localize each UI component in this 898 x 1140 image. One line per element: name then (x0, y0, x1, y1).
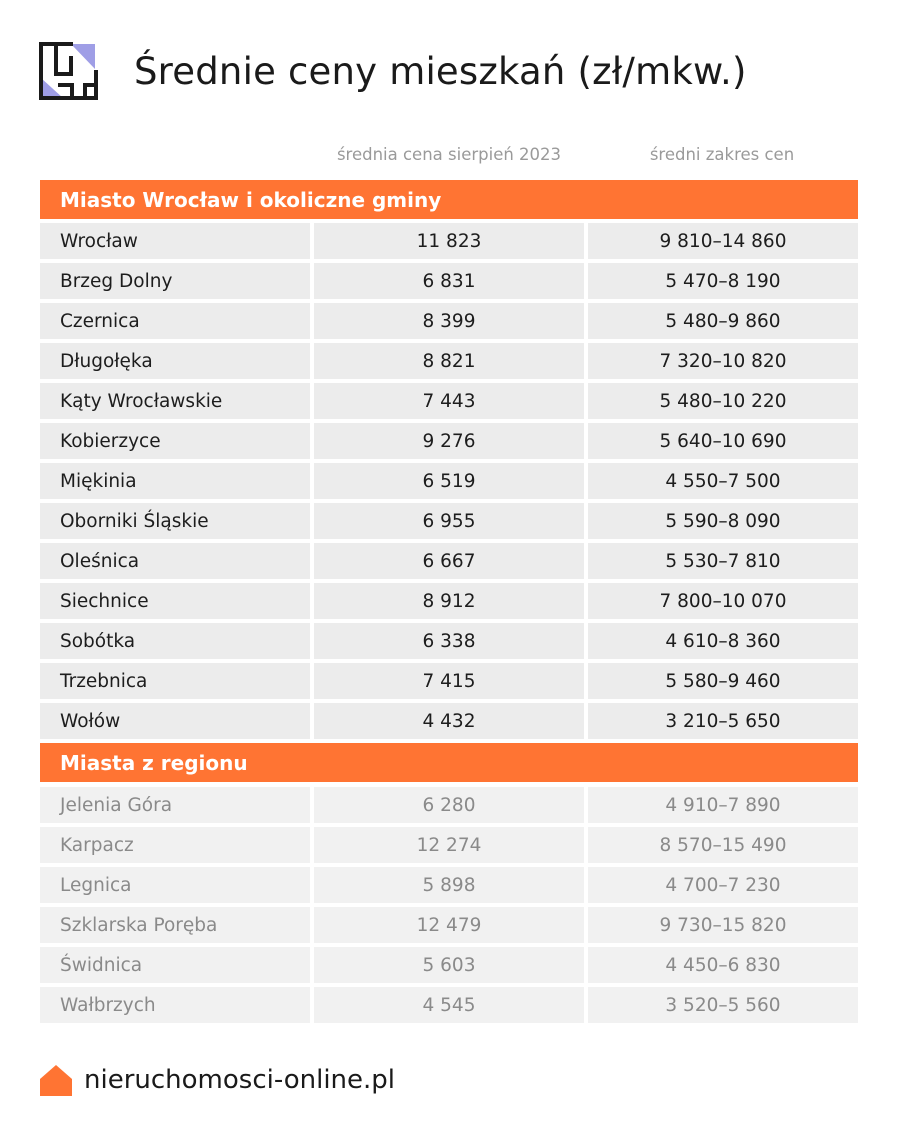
section-header: Miasto Wrocław i okoliczne gminy (40, 180, 858, 219)
table-row (40, 543, 858, 579)
price-range-cell: 4 550–7 500 (588, 463, 858, 499)
column-header-average: średnia cena sierpień 2023 (336, 145, 562, 164)
table-row (40, 383, 858, 419)
city-name-cell: Brzeg Dolny (40, 263, 310, 299)
average-price-cell: 12 479 (314, 907, 584, 943)
column-headers (40, 145, 858, 169)
price-range-cell: 5 480–9 860 (588, 303, 858, 339)
city-name-cell: Sobótka (40, 623, 310, 659)
city-name-cell: Kąty Wrocławskie (40, 383, 310, 419)
average-price-cell: 7 443 (314, 383, 584, 419)
floorplan-logo-icon (38, 41, 98, 101)
city-name-cell: Miękinia (40, 463, 310, 499)
table-row (40, 663, 858, 699)
table-row (40, 867, 858, 903)
column-header-range: średni zakres cen (649, 145, 795, 164)
average-price-cell: 6 831 (314, 263, 584, 299)
table-row (40, 223, 858, 259)
price-range-cell: 8 570–15 490 (588, 827, 858, 863)
table-row (40, 907, 858, 943)
average-price-cell: 6 519 (314, 463, 584, 499)
price-range-cell: 9 810–14 860 (588, 223, 858, 259)
average-price-cell: 11 823 (314, 223, 584, 259)
price-range-cell: 5 640–10 690 (588, 423, 858, 459)
average-price-cell: 6 667 (314, 543, 584, 579)
house-icon (40, 1065, 72, 1096)
table-row (40, 827, 858, 863)
city-name-cell: Kobierzyce (40, 423, 310, 459)
average-price-cell: 5 603 (314, 947, 584, 983)
average-price-cell: 4 432 (314, 703, 584, 739)
price-range-cell: 7 800–10 070 (588, 583, 858, 619)
table-row (40, 623, 858, 659)
footer (40, 1063, 395, 1097)
table-row (40, 503, 858, 539)
city-name-cell: Świdnica (40, 947, 310, 983)
price-range-cell: 3 520–5 560 (588, 987, 858, 1023)
city-name-cell: Wrocław (40, 223, 310, 259)
average-price-cell: 6 280 (314, 787, 584, 823)
city-name-cell: Siechnice (40, 583, 310, 619)
price-range-cell: 4 910–7 890 (588, 787, 858, 823)
price-range-cell: 7 320–10 820 (588, 343, 858, 379)
table-row (40, 263, 858, 299)
city-name-cell: Legnica (40, 867, 310, 903)
table-row (40, 583, 858, 619)
average-price-cell: 9 276 (314, 423, 584, 459)
average-price-cell: 8 821 (314, 343, 584, 379)
page-title: Średnie ceny mieszkań (zł/mkw.) (134, 49, 747, 93)
city-name-cell: Szklarska Poręba (40, 907, 310, 943)
price-range-cell: 5 470–8 190 (588, 263, 858, 299)
footer-site-name: nieruchomosci-online.pl (84, 1065, 396, 1095)
price-range-cell: 4 610–8 360 (588, 623, 858, 659)
table-row (40, 987, 858, 1023)
city-name-cell: Czernica (40, 303, 310, 339)
average-price-cell: 5 898 (314, 867, 584, 903)
table-row (40, 787, 858, 823)
section-header: Miasta z regionu (40, 743, 858, 782)
average-price-cell: 7 415 (314, 663, 584, 699)
table-row (40, 703, 858, 739)
city-name-cell: Oleśnica (40, 543, 310, 579)
city-name-cell: Trzebnica (40, 663, 310, 699)
table-row (40, 423, 858, 459)
price-range-cell: 5 480–10 220 (588, 383, 858, 419)
page-header (38, 40, 747, 102)
city-name-cell: Karpacz (40, 827, 310, 863)
price-range-cell: 5 580–9 460 (588, 663, 858, 699)
average-price-cell: 12 274 (314, 827, 584, 863)
price-range-cell: 5 530–7 810 (588, 543, 858, 579)
average-price-cell: 8 912 (314, 583, 584, 619)
price-range-cell: 5 590–8 090 (588, 503, 858, 539)
average-price-cell: 6 338 (314, 623, 584, 659)
city-name-cell: Długołęka (40, 343, 310, 379)
price-range-cell: 4 700–7 230 (588, 867, 858, 903)
price-range-cell: 3 210–5 650 (588, 703, 858, 739)
table-row (40, 947, 858, 983)
city-name-cell: Oborniki Śląskie (40, 503, 310, 539)
city-name-cell: Wołów (40, 703, 310, 739)
average-price-cell: 6 955 (314, 503, 584, 539)
price-range-cell: 4 450–6 830 (588, 947, 858, 983)
table-row (40, 303, 858, 339)
city-name-cell: Wałbrzych (40, 987, 310, 1023)
table-row (40, 463, 858, 499)
price-range-cell: 9 730–15 820 (588, 907, 858, 943)
city-name-cell: Jelenia Góra (40, 787, 310, 823)
table-row (40, 343, 858, 379)
average-price-cell: 4 545 (314, 987, 584, 1023)
price-table (40, 180, 858, 1027)
average-price-cell: 8 399 (314, 303, 584, 339)
